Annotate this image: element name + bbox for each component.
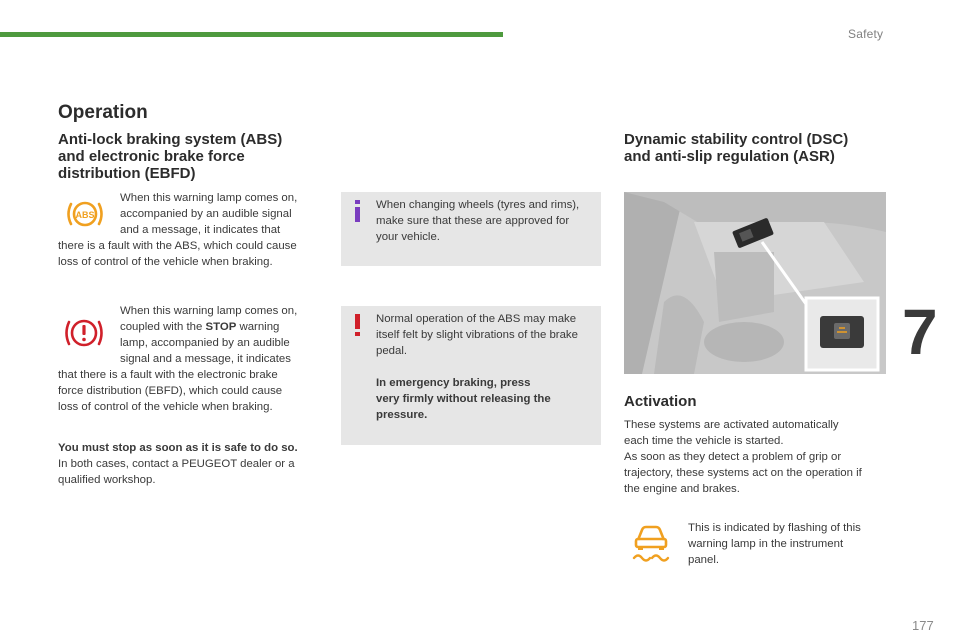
page-number: 177 <box>912 618 934 633</box>
exclamation-icon <box>353 314 363 336</box>
activation-description: These systems are activated automatically each time the vehicle is started. As soon as they detect a problem of grip or trajectory, these systems act on the operation if the engine and brakes. <box>624 419 862 495</box>
info-note-box: When changing wheels (tyres and rims), make sure that these are approved for your vehicle. <box>341 192 601 266</box>
stop-advice: You must stop as soon as it is safe to do so. In both cases, contact a PEUGEOT dealer or a qualified workshop. <box>58 442 298 486</box>
chapter-number: 7 <box>902 296 938 368</box>
operation-title: Operation <box>58 102 148 123</box>
svg-text:ABS: ABS <box>75 210 95 220</box>
activation-title: Activation <box>624 393 697 410</box>
ebfd-description: When this warning lamp comes on, coupled with the STOP warning lamp, accompanied by an audible signal and a message, it indicates that there is a fault with the electronic brake force distribution (EBFD), which could cause loss of control of the vehicle when braking. <box>58 305 298 413</box>
dashboard-photo <box>624 192 886 374</box>
indicator-description: This is indicated by flashing of this warning lamp in the instrument panel. <box>688 522 861 566</box>
abs-description: When this warning lamp comes on, accompanied by an audible signal and a message, it indicates that there is a fault with the ABS, which could cause loss of control of the vehicle when braking. <box>58 192 298 268</box>
dsc-heading: Dynamic stability control (DSC) and anti-slip regulation (ASR) <box>624 131 849 165</box>
section-header: Safety <box>848 27 884 41</box>
info-icon <box>353 200 363 222</box>
top-accent-bar <box>0 32 503 37</box>
abs-heading: Anti-lock braking system (ABS) and electronic brake force distribution (EBFD) <box>58 131 283 182</box>
caution-note-box: Normal operation of the ABS may make itself felt by slight vibrations of the brake pedal. In emergency braking, press very firmly without releasing the pressure. <box>341 306 601 445</box>
stability-control-icon <box>630 522 672 562</box>
